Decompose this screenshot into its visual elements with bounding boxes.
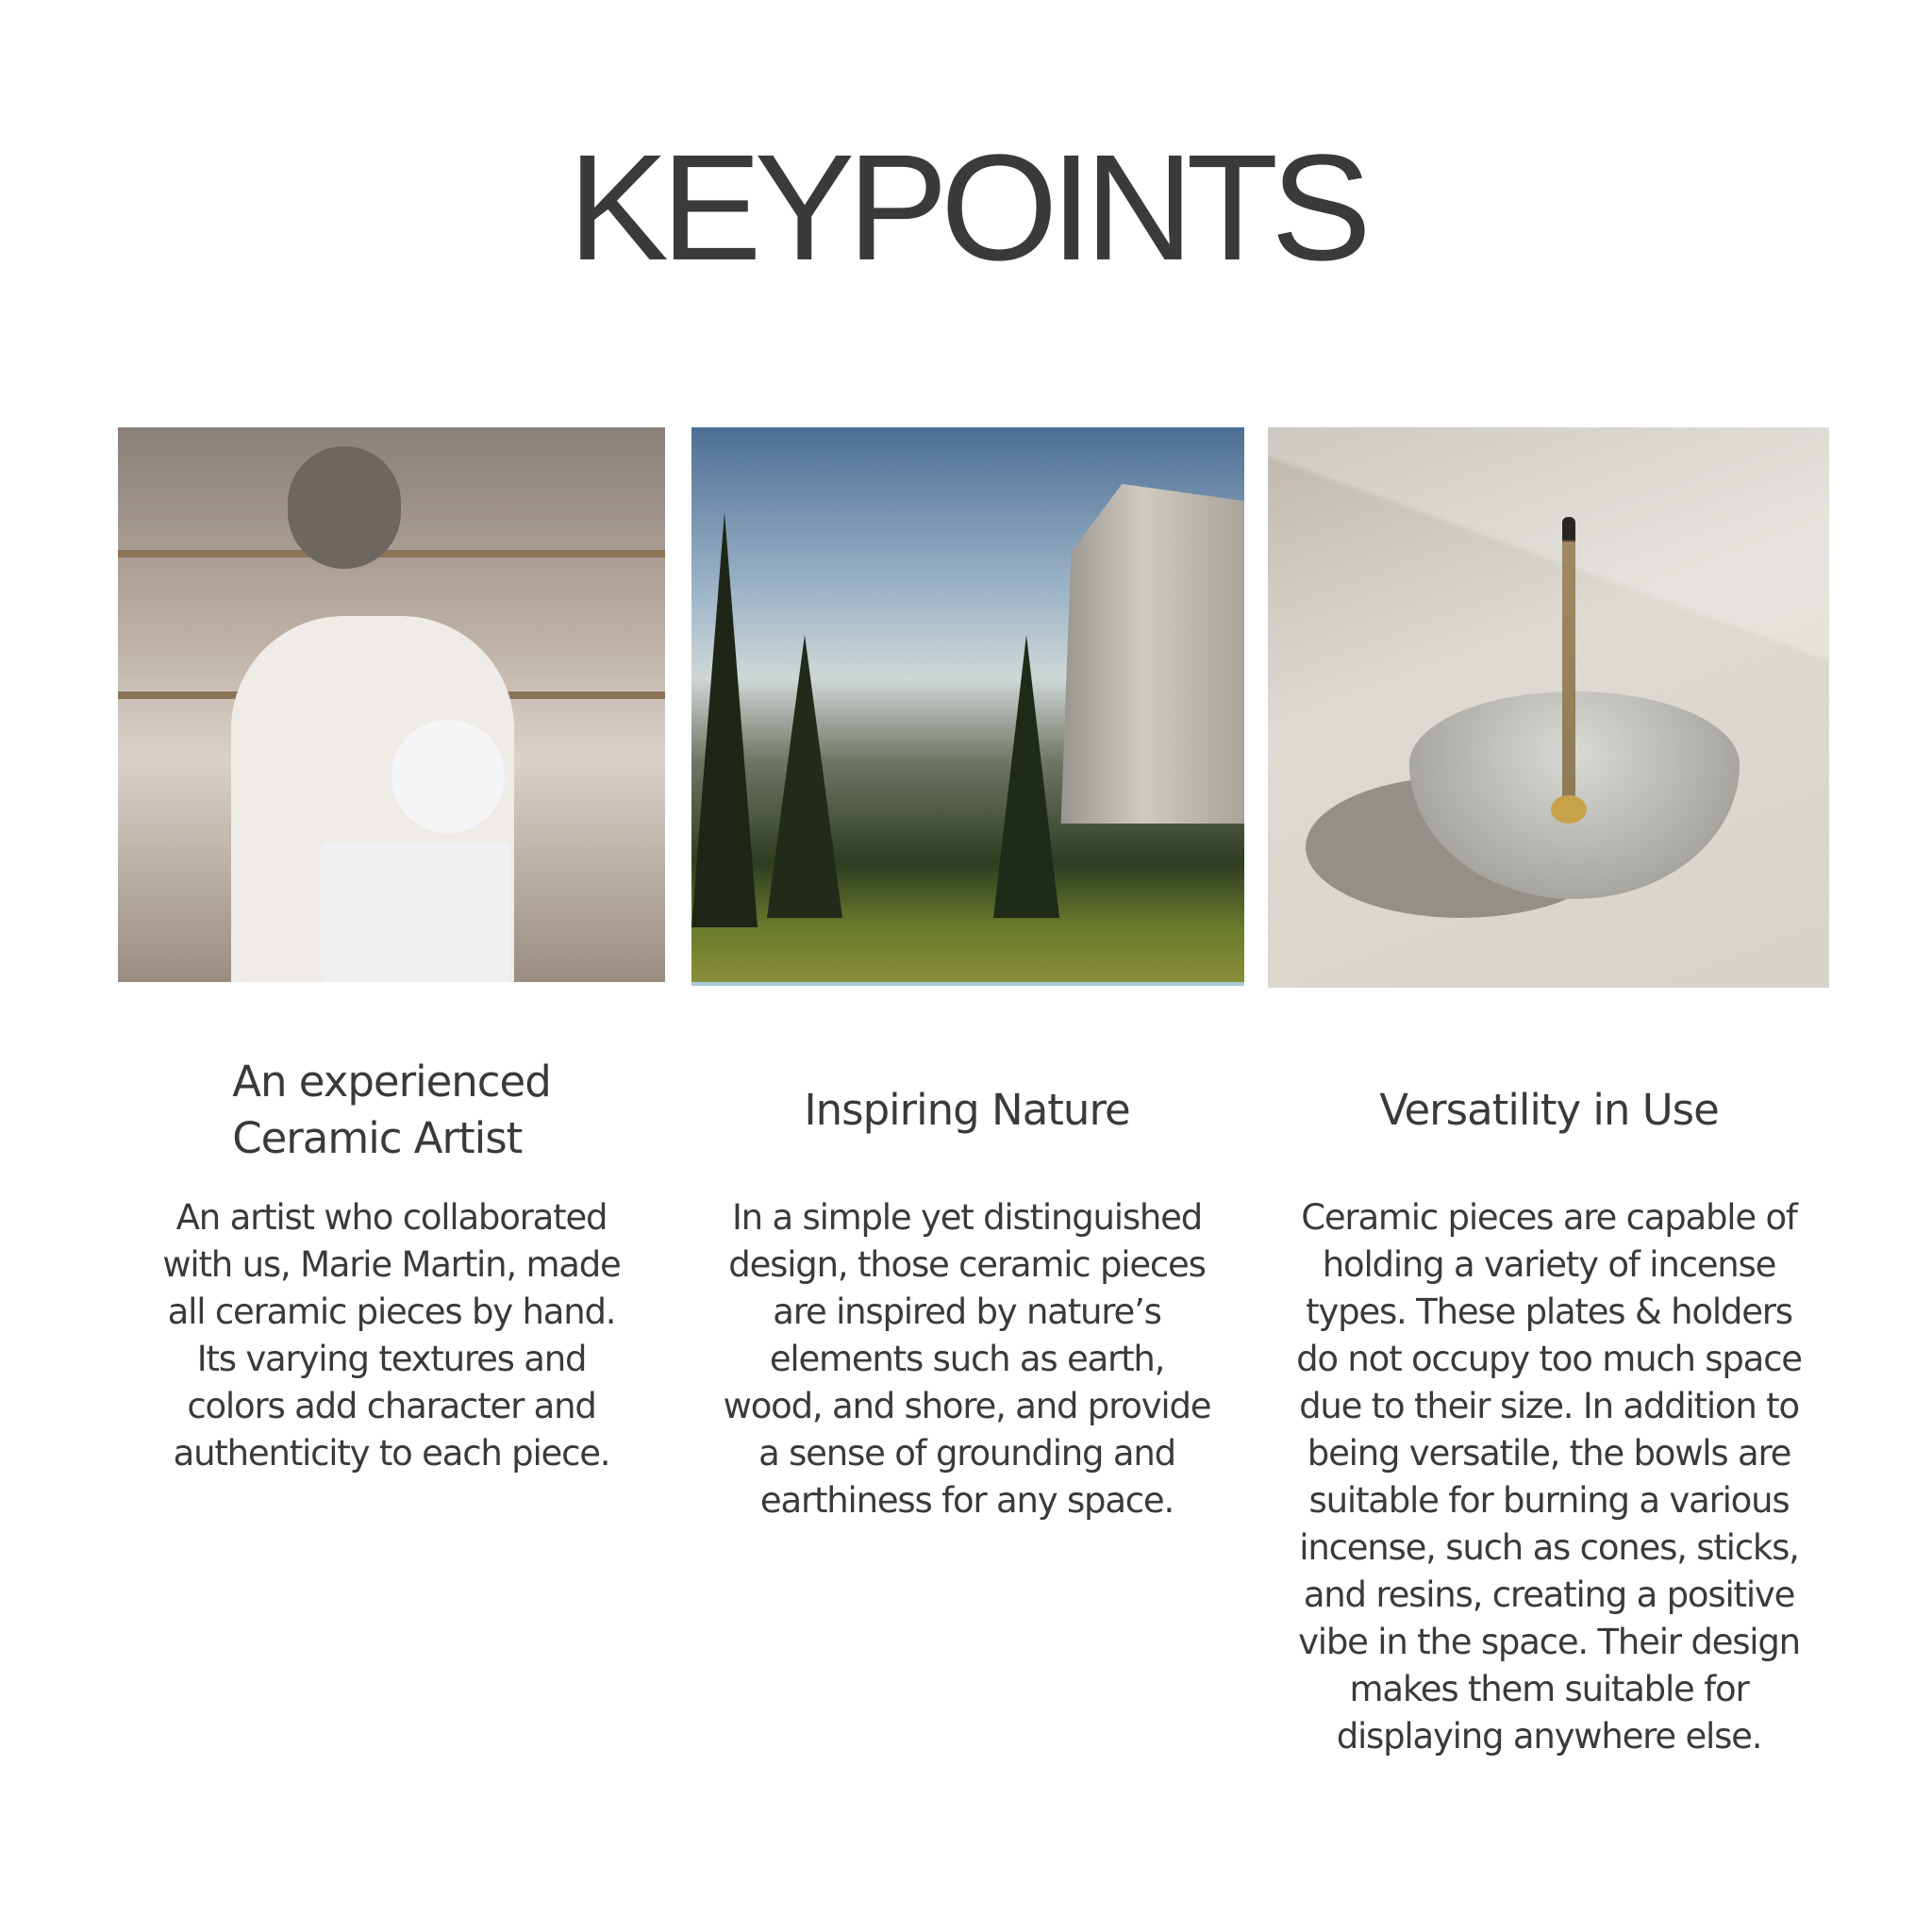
body-line: An artist who collaborated <box>175 1197 608 1238</box>
body-line: vibe in the space. Their design <box>1298 1622 1800 1662</box>
body-line: authenticity to each piece. <box>173 1433 610 1474</box>
body-line: design, those ceramic pieces <box>728 1244 1206 1285</box>
body-line: elements such as earth, <box>769 1339 1165 1379</box>
keypoint-body <box>703 1194 1231 1524</box>
body-line: do not occupy too much space <box>1296 1339 1802 1379</box>
incense-bowl-photo <box>1268 427 1829 988</box>
body-line: are inspired by nature’s <box>773 1291 1161 1332</box>
body-line: Its varying textures and <box>196 1339 587 1379</box>
page-title: KEYPOINTS <box>568 123 1364 291</box>
ceramic-artist-photo <box>118 427 665 982</box>
body-line: being versatile, the bowls are <box>1307 1433 1791 1474</box>
keypoint-heading <box>1285 1049 1813 1172</box>
body-line: holding a variety of incense <box>1322 1244 1776 1285</box>
body-line: all ceramic pieces by hand. <box>167 1291 616 1332</box>
keypoint-body <box>1285 1194 1813 1760</box>
nature-landscape-photo <box>691 427 1244 986</box>
heading-line: An experienced <box>232 1057 551 1107</box>
body-line: types. These plates & holders <box>1306 1291 1792 1332</box>
body-line: displaying anywhere else. <box>1336 1716 1762 1757</box>
body-line: colors add character and <box>187 1386 596 1426</box>
heading-line: Inspiring Nature <box>804 1085 1130 1135</box>
body-line: suitable for burning a various <box>1308 1480 1790 1521</box>
heading-line: Versatility in Use <box>1379 1085 1719 1135</box>
body-line: makes them suitable for <box>1349 1669 1749 1709</box>
body-line: Ceramic pieces are capable of <box>1301 1197 1797 1238</box>
body-line: incense, such as cones, sticks, <box>1299 1527 1799 1568</box>
keypoint-heading <box>703 1049 1231 1172</box>
body-line: In a simple yet distinguished <box>731 1197 1203 1238</box>
heading-line: Ceramic Artist <box>232 1113 523 1163</box>
keypoint-body <box>127 1194 656 1477</box>
body-line: a sense of grounding and <box>758 1433 1175 1474</box>
body-line: earthiness for any space. <box>759 1480 1174 1521</box>
body-line: wood, and shore, and provide <box>723 1386 1211 1426</box>
body-line: due to their size. In addition to <box>1299 1386 1799 1426</box>
body-line: and resins, creating a positive <box>1303 1574 1795 1615</box>
keypoint-heading <box>127 1049 656 1172</box>
body-line: with us, Marie Martin, made <box>162 1244 621 1285</box>
